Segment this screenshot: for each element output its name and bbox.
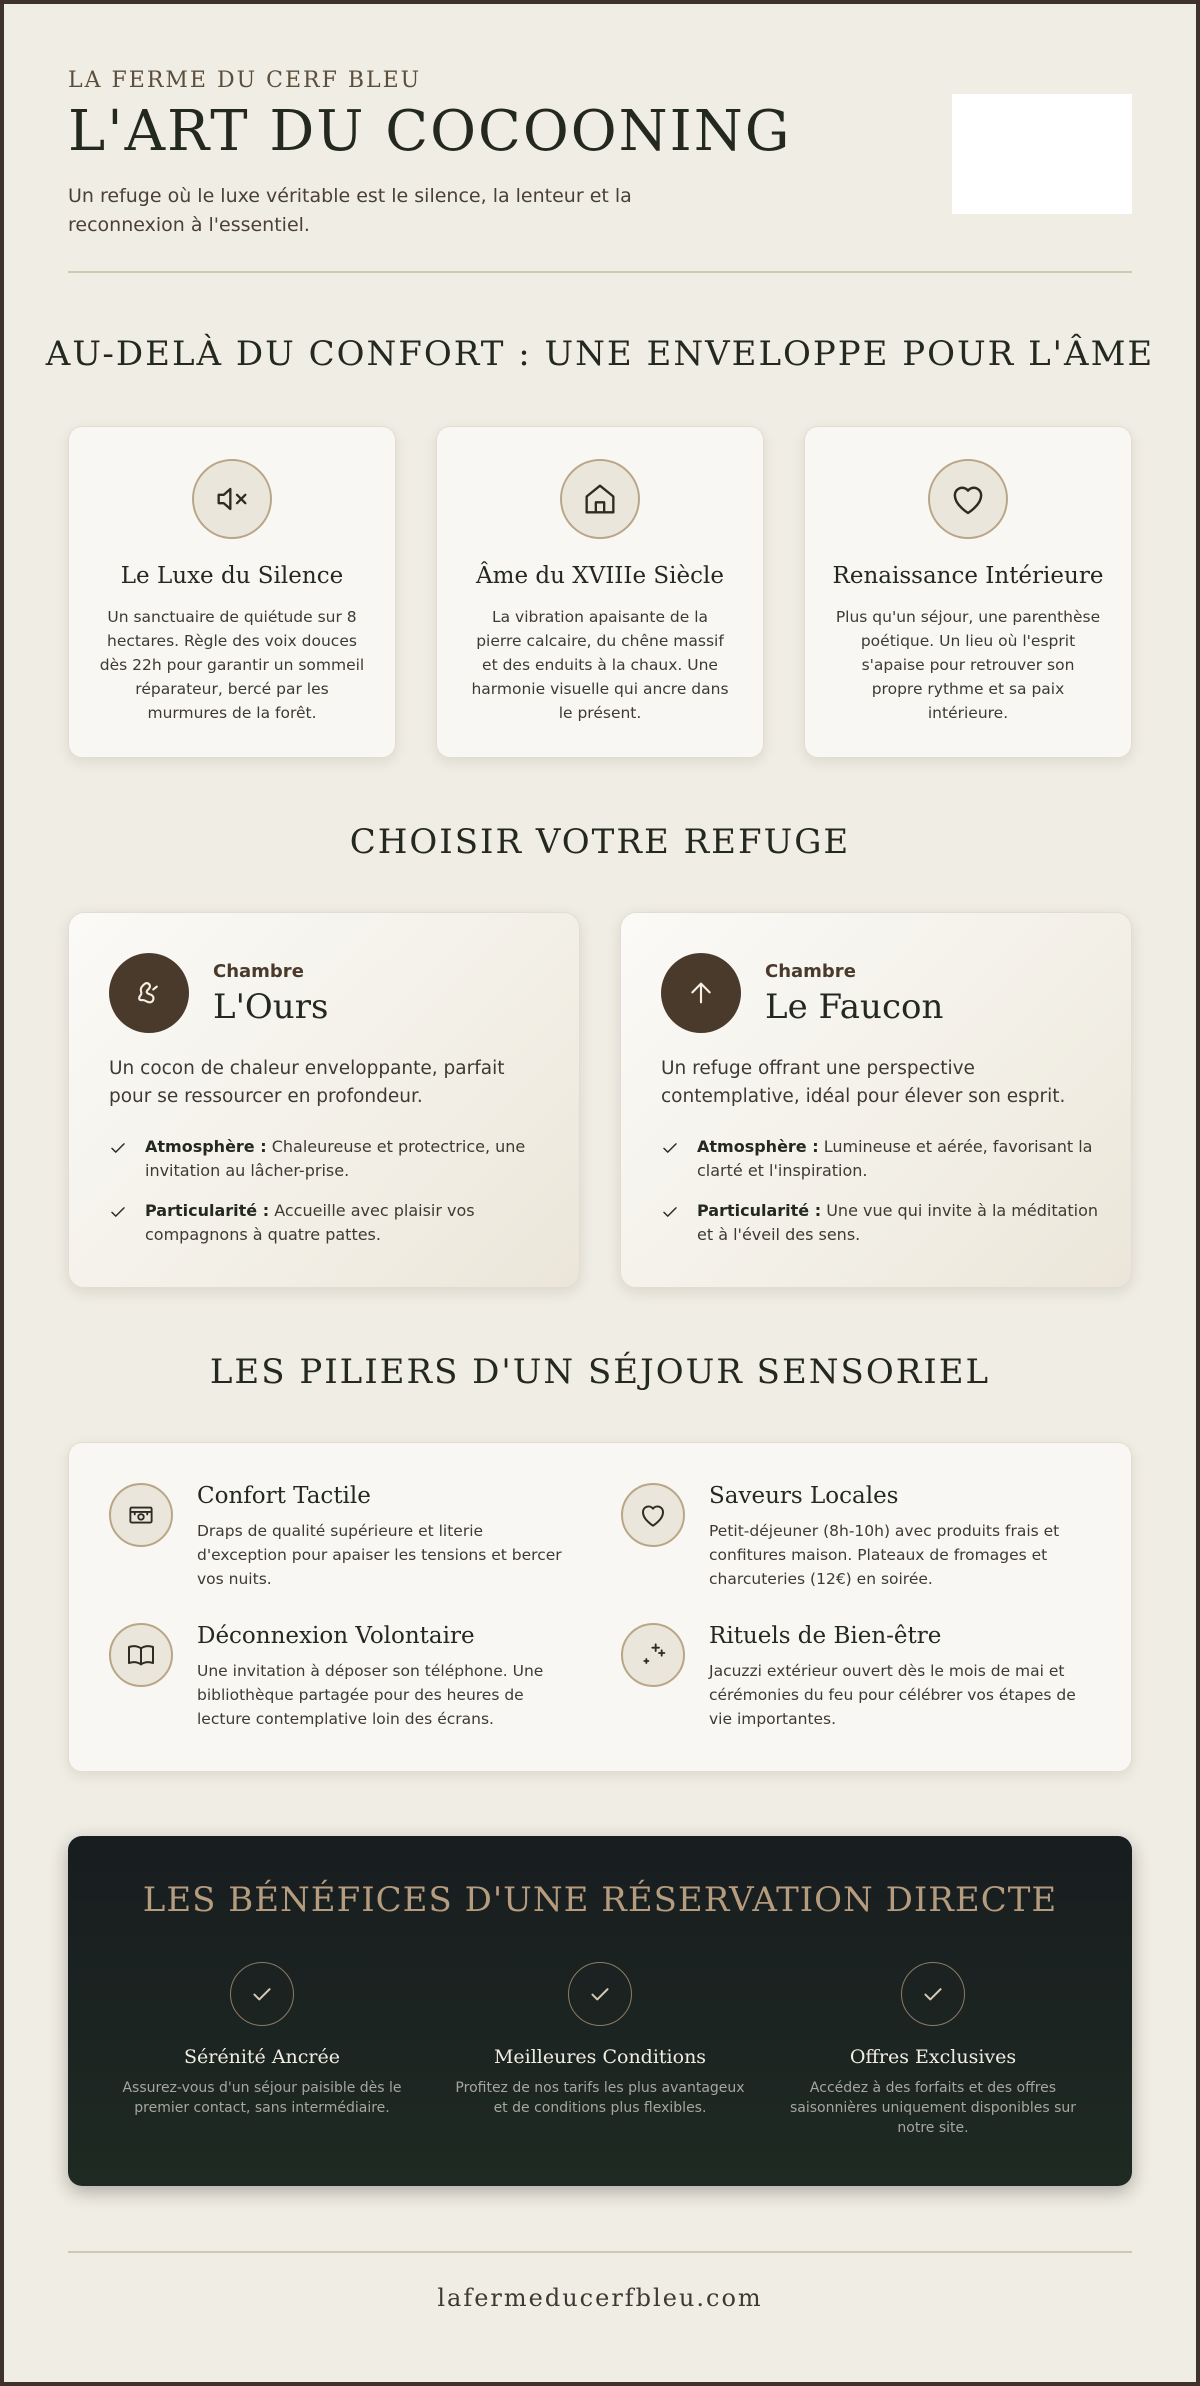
room-kind: Chambre: [765, 961, 856, 982]
check-icon: [109, 1203, 127, 1221]
room-description: Un cocon de chaleur enveloppante, parfait pour se ressourcer en profondeur.: [109, 1058, 505, 1107]
benefit-title: Offres Exclusives: [849, 2046, 1017, 2068]
pillar-title: Déconnexion Volontaire: [197, 1623, 475, 1649]
room-description: Un refuge offrant une perspective contemplative, idéal pour élever son esprit.: [661, 1058, 1066, 1107]
feature-card: [804, 426, 1132, 758]
room-feature: [661, 1199, 1101, 1247]
check-icon: [568, 1962, 632, 2026]
header: [68, 68, 1132, 240]
feature-card-title: Renaissance Intérieure: [832, 563, 1104, 589]
logo-placeholder: [952, 94, 1132, 214]
check-icon: [230, 1962, 294, 2026]
pillar-text: Jacuzzi extérieur ouvert dès le mois de mai et cérémonies du feu pour célébrer vos étapes de vie importantes.: [709, 1662, 1076, 1728]
check-icon: [901, 1962, 965, 2026]
room-feature: [109, 1199, 549, 1247]
house-icon: [560, 459, 640, 539]
page-title: L'ART DU COCOONING: [68, 99, 792, 164]
feature-card-text: Plus qu'un séjour, une parenthèse poétique. Un lieu où l'esprit s'apaise pour retrouver son propre rythme et sa paix intérieure.: [835, 608, 1101, 722]
room-feature-text: Une vue qui invite à la méditation et à l'éveil des sens.: [697, 1201, 1099, 1244]
feature-card-title: Le Luxe du Silence: [120, 563, 344, 589]
rooms-section-title: CHOISIR VOTRE REFUGE: [349, 822, 851, 862]
divider: [68, 2251, 1132, 2253]
brand-name: LA FERME DU CERF BLEU: [68, 68, 422, 93]
check-icon: [109, 1139, 127, 1157]
feature-card: [436, 426, 764, 758]
room-feature-label: Particularité :: [697, 1201, 822, 1220]
room-features: [109, 1135, 549, 1263]
feature-card: [68, 426, 396, 758]
footer-website-link[interactable]: lafermeducerfbleu.com: [437, 2284, 763, 2312]
benefits-title: LES BÉNÉFICES D'UNE RÉSERVATION DIRECTE: [142, 1880, 1058, 1920]
feature-card-title: Âme du XVIIIe Siècle: [476, 563, 724, 589]
room-name: Le Faucon: [765, 987, 944, 1027]
room-card-faucon[interactable]: [620, 912, 1132, 1288]
room-feature-label: Atmosphère :: [697, 1137, 819, 1156]
benefit-item: [450, 1962, 750, 2118]
feature-card-text: Un sanctuaire de quiétude sur 8 hectares. Règle des voix douces dès 22h pour garantir un sommeil réparateur, bercé par les murmures de la forêt.: [99, 608, 365, 722]
pillar-title: Confort Tactile: [197, 1483, 371, 1509]
open-book-icon: [109, 1623, 173, 1687]
pillar-text: Draps de qualité supérieure et literie d'exception pour apaiser les tensions et bercer vos nuits.: [197, 1522, 562, 1588]
room-feature-text: Lumineuse et aérée, favorisant la clarté et l'inspiration.: [697, 1137, 1093, 1180]
pillar-text: Une invitation à déposer son téléphone. Une bibliothèque partagée pour des heures de lecture contemplative loin des écrans.: [197, 1662, 544, 1728]
divider: [68, 271, 1132, 273]
feature-card-text: La vibration apaisante de la pierre calcaire, du chêne massif et des enduits à la chaux. Une harmonie visuelle qui ancre dans le présent.: [471, 608, 729, 722]
room-features: [661, 1135, 1101, 1263]
benefit-title: Sérénité Ancrée: [184, 2046, 340, 2068]
room-feature: [661, 1135, 1101, 1183]
pillar-title: Saveurs Locales: [709, 1483, 899, 1509]
pillar-title: Rituels de Bien-être: [709, 1623, 942, 1649]
linen-icon: [109, 1483, 173, 1547]
paw-icon: [109, 953, 189, 1033]
benefit-text: Accédez à des forfaits et des offres saisonnières uniquement disponibles sur notre site.: [789, 2080, 1077, 2136]
check-icon: [661, 1139, 679, 1157]
sparkles-icon: [621, 1623, 685, 1687]
heart-icon: [928, 459, 1008, 539]
arrow-up-icon: [661, 953, 741, 1033]
benefit-item: [112, 1962, 412, 2118]
room-feature-label: Particularité :: [145, 1201, 270, 1220]
heart-icon: [621, 1483, 685, 1547]
room-kind: Chambre: [213, 961, 304, 982]
room-card-ours[interactable]: [68, 912, 580, 1288]
muted-speaker-icon: [192, 459, 272, 539]
intro-section-title: AU-DELÀ DU CONFORT : UNE ENVELOPPE POUR L'ÂME: [45, 334, 1155, 374]
benefit-text: Assurez-vous d'un séjour paisible dès le premier contact, sans intermédiaire.: [122, 2080, 402, 2116]
room-name: L'Ours: [213, 987, 329, 1027]
page-subtitle: Un refuge où le luxe véritable est le silence, la lenteur et la reconnexion à l'essentiel.: [68, 184, 632, 236]
benefit-title: Meilleures Conditions: [493, 2046, 707, 2068]
benefit-text: Profitez de nos tarifs les plus avantageux et de conditions plus flexibles.: [455, 2080, 745, 2116]
benefit-item: [783, 1962, 1083, 2138]
room-feature: [109, 1135, 549, 1183]
pillars-section-title: LES PILIERS D'UN SÉJOUR SENSORIEL: [209, 1352, 991, 1392]
check-icon: [661, 1203, 679, 1221]
pillar-text: Petit-déjeuner (8h-10h) avec produits frais et confitures maison. Plateaux de fromages et charcuteries (12€) en soirée.: [709, 1522, 1060, 1588]
room-feature-text: Chaleureuse et protectrice, une invitation au lâcher-prise.: [145, 1137, 526, 1180]
pillars-panel: [68, 1442, 1132, 1772]
room-feature-text: Accueille avec plaisir vos compagnons à quatre pattes.: [145, 1201, 475, 1244]
room-feature-label: Atmosphère :: [145, 1137, 267, 1156]
benefits-panel: [68, 1836, 1132, 2186]
